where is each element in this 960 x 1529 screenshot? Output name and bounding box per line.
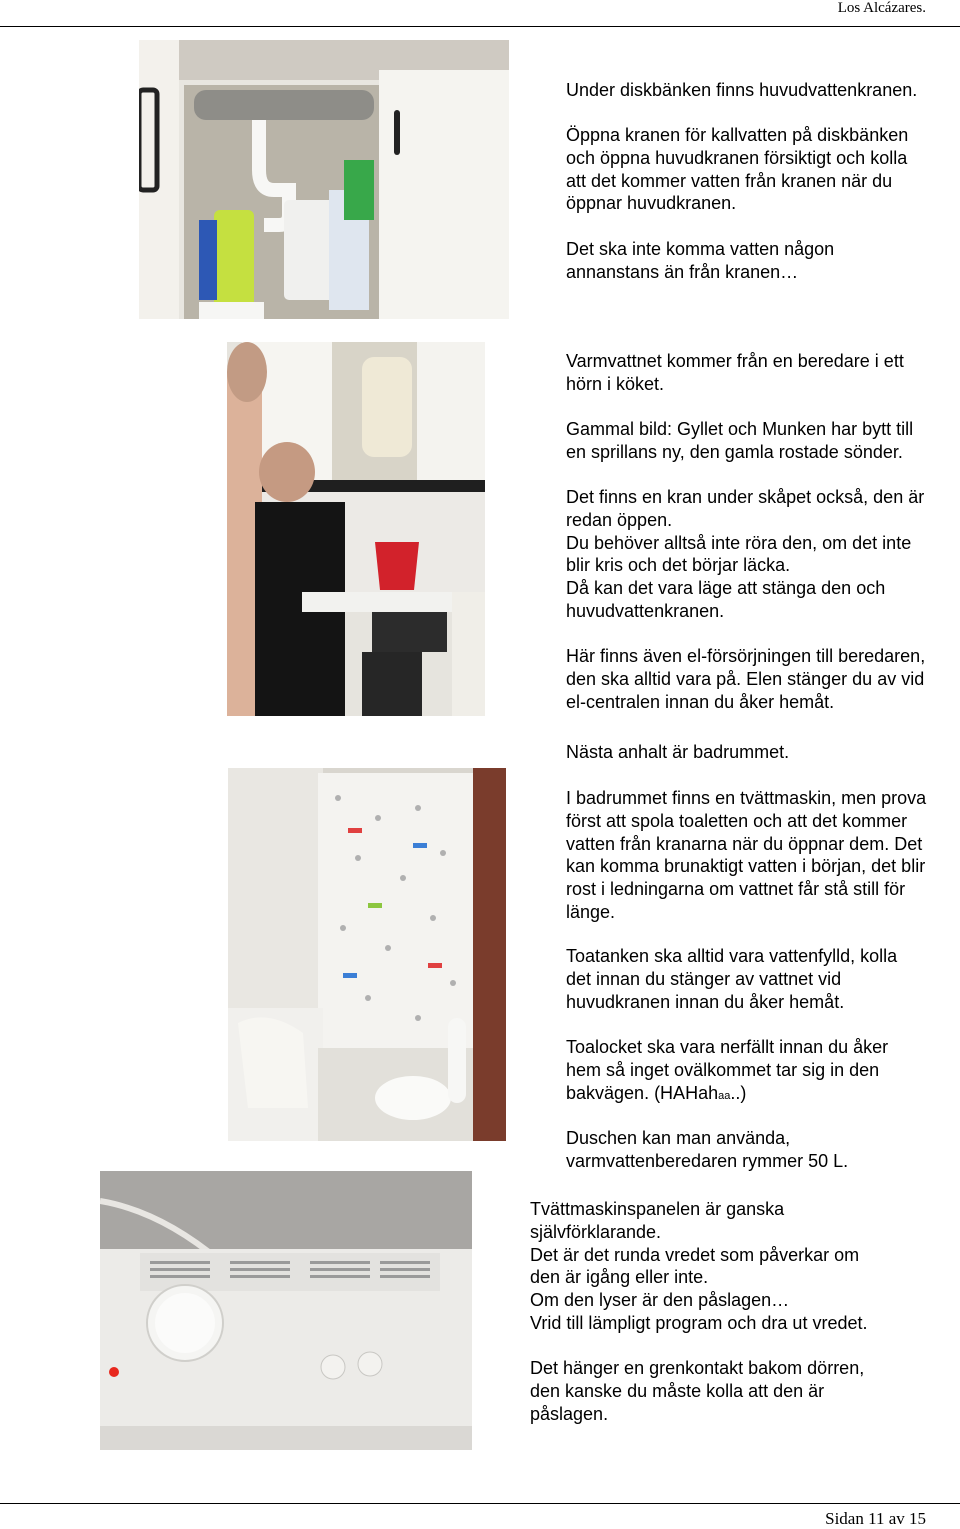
- photo-washing-machine-panel: [100, 1171, 472, 1450]
- page-number: Sidan 11 av 15: [825, 1509, 926, 1528]
- photo-kitchen-water-heater: [227, 342, 485, 716]
- header-rule: [0, 26, 960, 27]
- text-toilet-lid: [566, 1036, 888, 1107]
- photo-bathroom: [228, 768, 506, 1141]
- text-bathroom-intro: I badrummet finns en tvättmaskin, men prova först att spola toaletten och att det kommer vatten från kranarna när du öppnar dem. Det kan komma brunaktigt vatten i början, det blir rost i ledningarna om vattnet får stå still för länge.: [566, 788, 927, 922]
- text-main-valve: Under diskbänken finns huvudvattenkranen.: [566, 80, 918, 100]
- text-no-leaks: Det ska inte komma vatten någon annanstans än från kranen…: [566, 239, 835, 282]
- text-washing-panel: Tvättmaskinspanelen är ganska självförklarande. Det är det runda vredet som påverkar om den är igång eller inte. Om den lyser är den påslagen… Vrid till lämpligt program och dra ut vredet.: [530, 1199, 868, 1333]
- text-toilet-lid-end: ..): [730, 1082, 747, 1103]
- text-toilet-lid-small: aa: [718, 1089, 731, 1102]
- text-electricity: Här finns även el-försörjningen till beredaren, den ska alltid vara på. Elen stänger du av vid el-centralen innan du åker hemåt.: [566, 646, 926, 712]
- text-open-valve: Öppna kranen för kallvatten på diskbänken och öppna huvudkranen försiktigt och kolla att det kommer vatten från kranen när du öppnar huvudkranen.: [566, 125, 909, 214]
- text-old-photo: Gammal bild: Gyllet och Munken har bytt till en sprillans ny, den gamla rostade sönder.: [566, 419, 914, 462]
- text-shower: Duschen kan man använda, varmvattenberedaren rymmer 50 L.: [566, 1128, 849, 1171]
- text-cabinet-valve: Det finns en kran under skåpet också, den är redan öppen. Du behöver alltså inte röra den, om det inte blir kris och det börjar läcka. Då kan det vara läge att stänga den och huvudvattenkranen.: [566, 487, 925, 621]
- text-next-bathroom: Nästa anhalt är badrummet.: [566, 742, 790, 762]
- text-water-heater: Varmvattnet kommer från en beredare i ett hörn i köket.: [566, 351, 904, 394]
- text-power-strip: Det hänger en grenkontakt bakom dörren, den kanske du måste kolla att den är påslagen.: [530, 1358, 865, 1424]
- photo-under-sink: [139, 40, 509, 319]
- running-header: Los Alcázares.: [837, 0, 926, 16]
- footer-rule: [0, 1503, 960, 1504]
- text-toilet-tank: Toatanken ska alltid vara vattenfylld, kolla det innan du stänger av vattnet vid huvudkranen innan du åker hemåt.: [566, 946, 898, 1012]
- text-toilet-lid-main: Toalocket ska vara nerfällt innan du åker hem så inget ovälkommet tar sig in den bakvägen. (HAHah: [566, 1037, 889, 1103]
